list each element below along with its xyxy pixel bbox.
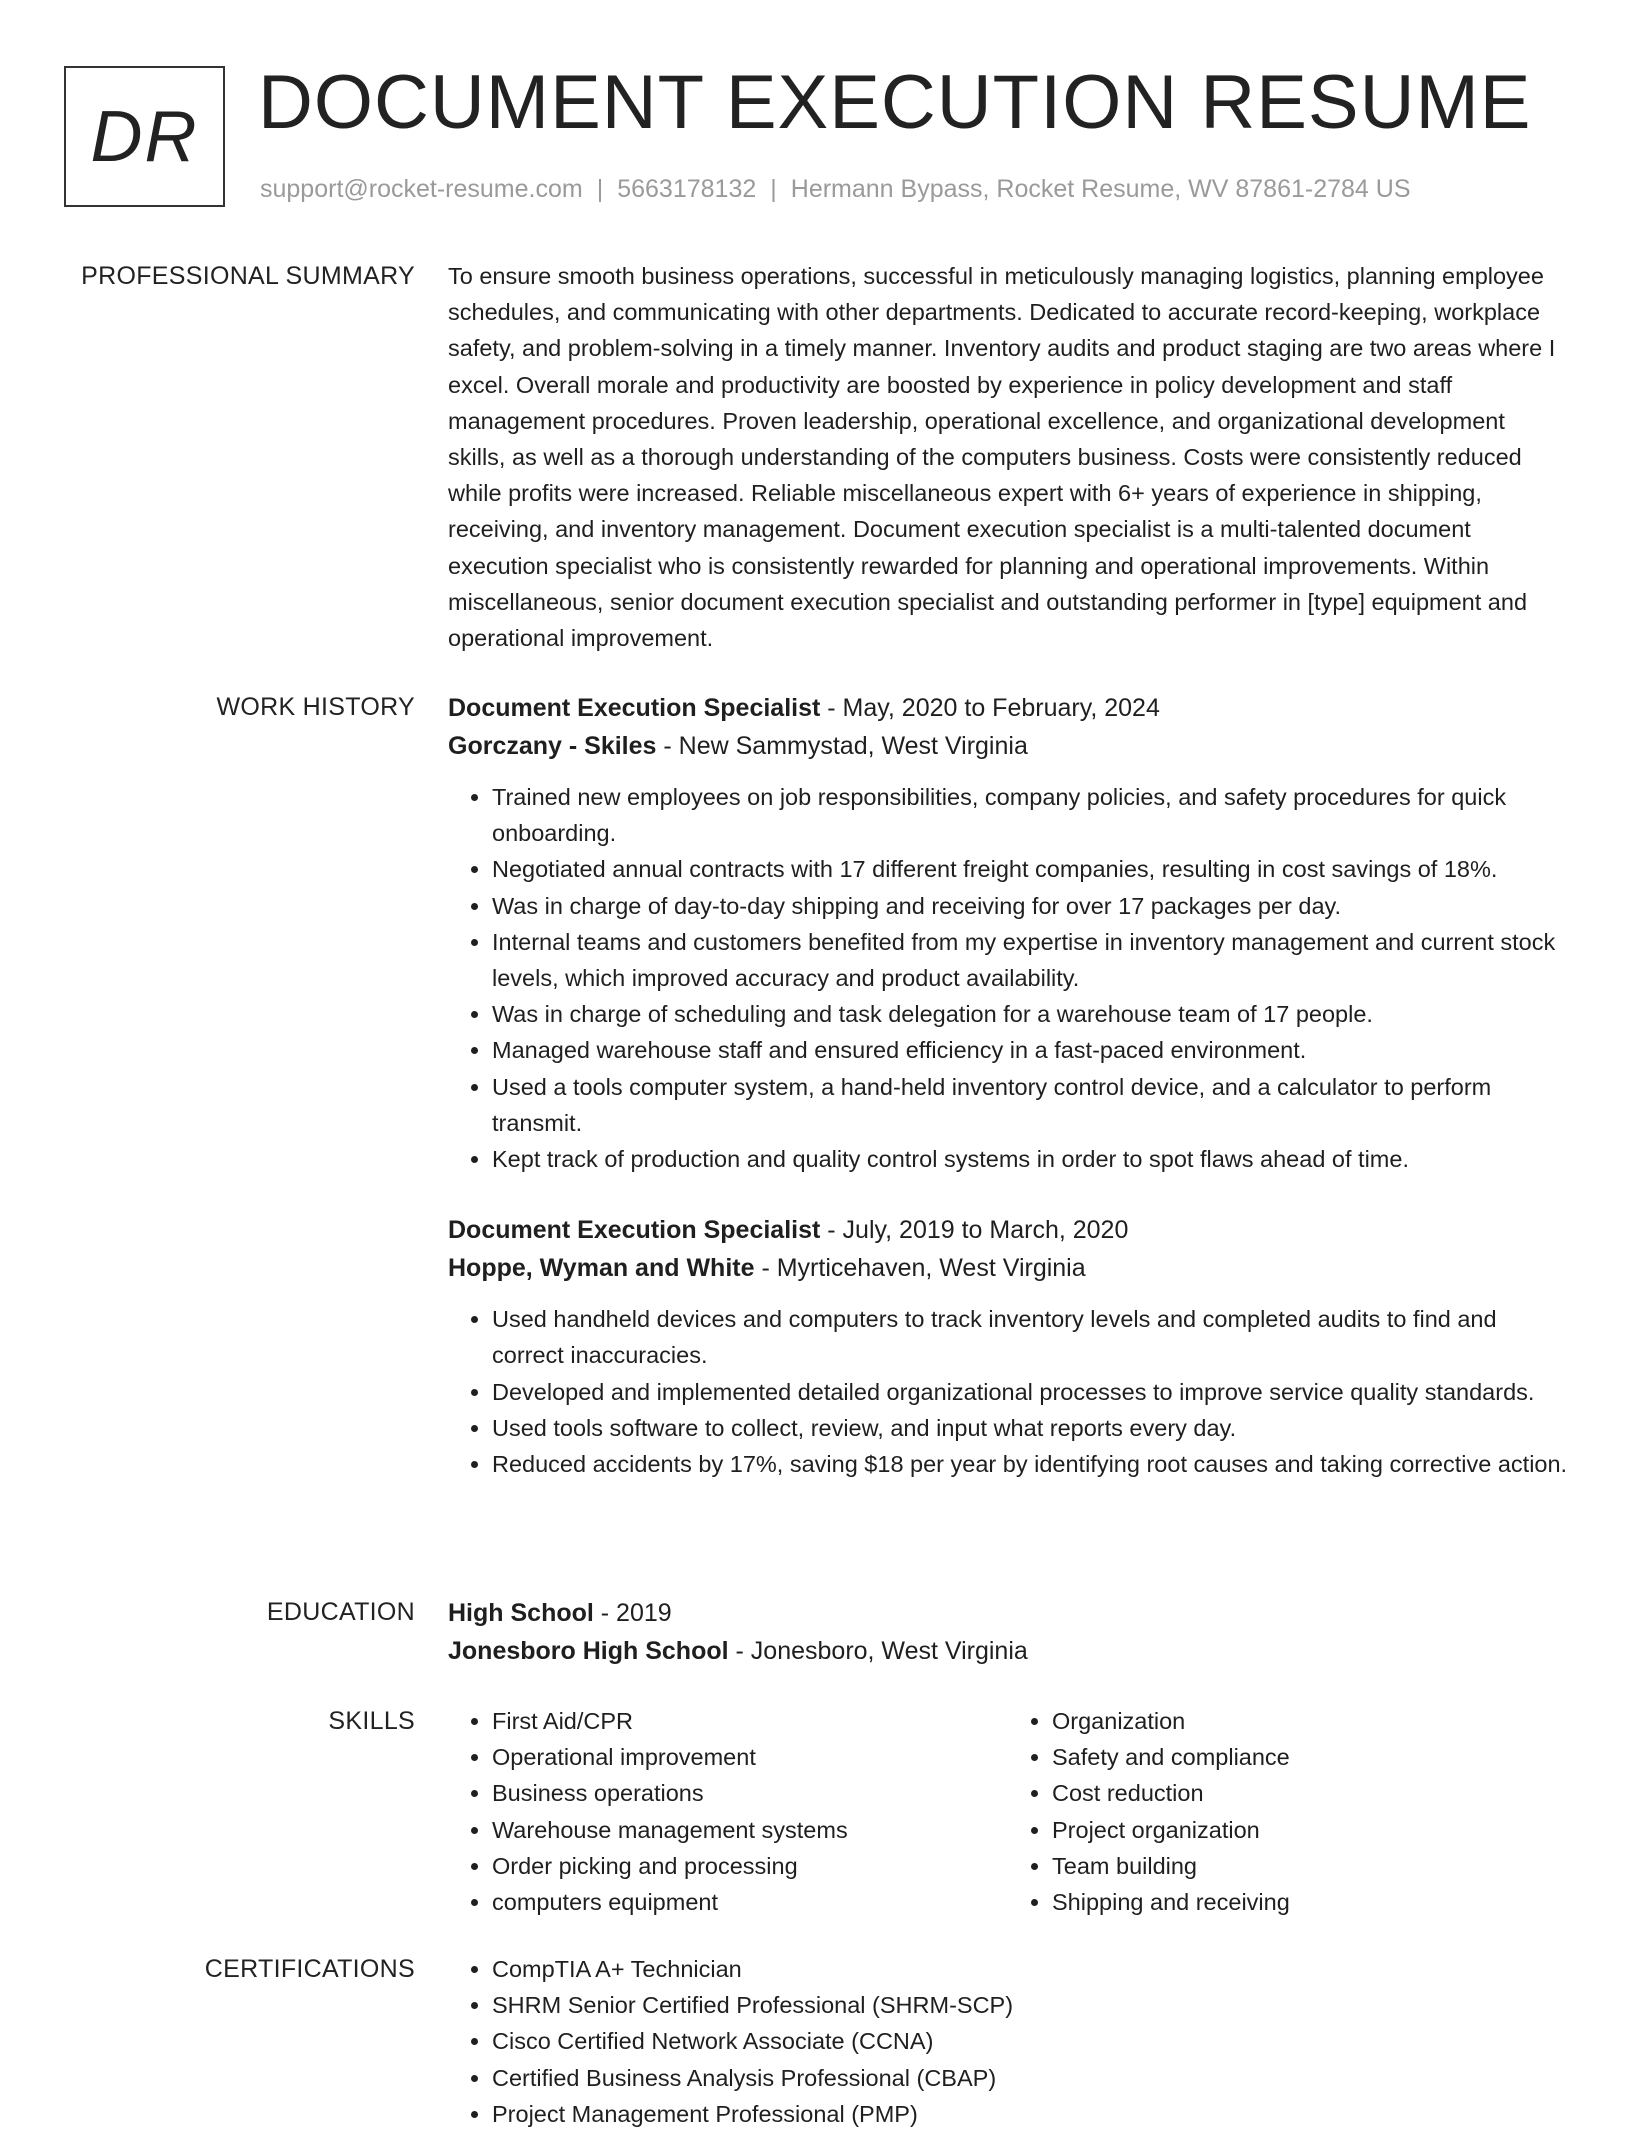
job-company: Gorczany - Skiles [448,732,657,760]
section-body [448,258,1568,656]
skill-item: • computers equipment [492,1884,1008,1920]
job-bullets [448,779,1568,1177]
contact-address: Hermann Bypass, Rocket Resume, WV 87861-2784 US [790,175,1411,203]
skills-column-right [1008,1703,1568,1920]
job-bullet: • Negotiated annual contracts with 17 different freight companies, resulting in cost savings of 18%. [492,851,1568,887]
monogram-initials: DR [90,96,199,177]
section-heading: EDUCATION [266,1598,415,1626]
job-title: Document Execution Specialist [448,694,821,722]
certification-item: • CompTIA A+ Technician [492,1951,1568,1987]
job-bullet: • Used a tools computer system, a hand-held inventory control device, and a calculator to perform transmit. [492,1069,1568,1141]
certifications-list [448,1951,1568,2132]
contact-email[interactable]: support@rocket-resume.com [260,175,583,203]
skill-item: • First Aid/CPR [492,1703,1008,1739]
job-dates: - May, 2020 to February, 2024 [820,694,1160,722]
job-company: Hoppe, Wyman and White [448,1254,755,1283]
job-bullet: • Developed and implemented detailed organizational processes to improve service quality standards. [492,1374,1568,1410]
job-bullet: • Trained new employees on job responsibilities, company policies, and safety procedures for quick onboarding. [492,779,1568,851]
education-year: - 2019 [593,1599,672,1627]
education-location: - Jonesboro, West Virginia [728,1637,1028,1665]
job-company-line [448,1249,1568,1287]
skill-item: • Cost reduction [1052,1775,1568,1811]
certification-item: • Project Management Professional (PMP) [492,2096,1568,2132]
monogram-badge [64,66,225,207]
job-bullet: • Used handheld devices and computers to track inventory levels and completed audits to find and correct inaccuracies. [492,1301,1568,1373]
job-bullet: • Used tools software to collect, review, and input what reports every day. [492,1410,1568,1446]
section-heading: WORK HISTORY [216,693,415,721]
job-bullet: • Was in charge of scheduling and task delegation for a warehouse team of 17 people. [492,996,1568,1032]
skills-grid [448,1703,1568,1920]
job-dates: - July, 2019 to March, 2020 [820,1216,1129,1245]
section-heading: CERTIFICATIONS [204,1955,415,1983]
contact-line [260,175,1411,204]
summary-text: To ensure smooth business operations, successful in meticulously managing logistics, planning employee schedules, and communicating with other departments. Dedicated to accurate record-keeping, workplace safety, and problem-solving in a timely manner. Inventory audits and product staging are two areas where I excel. Overall morale and productivity are boosted by experience in policy development and staff management procedures. Proven leadership, operational excellence, and organizational development skills, as well as a thorough understanding of the computers business. Costs were consistently reduced while profits were increased. Reliable miscellaneous expert with 6+ years of experience in shipping, receiving, and inventory management. Document execution specialist is a multi-talented document execution specialist who is consistently rewarded for planning and operational improvements. Within miscellaneous, senior document execution specialist and outstanding performer in [type] equipment and operational improvement. [448,263,1556,652]
skill-item: • Team building [1052,1848,1568,1884]
skill-item: • Warehouse management systems [492,1812,1008,1848]
skill-item: • Safety and compliance [1052,1739,1568,1775]
skill-item: • Operational improvement [492,1739,1008,1775]
job-bullet: • Internal teams and customers benefited from my expertise in inventory management and current stock levels, which improved accuracy and product availability. [492,924,1568,996]
job-title: Document Execution Specialist [448,1216,821,1245]
job-company-line [448,727,1568,765]
skill-item: • Organization [1052,1703,1568,1739]
certification-item: • Cisco Certified Network Associate (CCNA) [492,2023,1568,2059]
job-bullets [448,1301,1568,1482]
section-body [448,1594,1568,1670]
job-title-line [448,1211,1568,1249]
section-heading: PROFESSIONAL SUMMARY [81,262,415,290]
skill-item: • Shipping and receiving [1052,1884,1568,1920]
job-bullet: • Kept track of production and quality control systems in order to spot flaws ahead of time. [492,1141,1568,1177]
job-bullet: • Reduced accidents by 17%, saving $18 per year by identifying root causes and taking corrective action. [492,1446,1568,1482]
certification-item: • SHRM Senior Certified Professional (SHRM-SCP) [492,1987,1568,2023]
section-body [448,1703,1568,1920]
skill-item: • Business operations [492,1775,1008,1811]
resume-title: DOCUMENT EXECUTION RESUME [258,60,1532,145]
education-degree-line [448,1594,1568,1632]
certification-item: • Certified Business Analysis Professional (CBAP) [492,2060,1568,2096]
skill-item: • Order picking and processing [492,1848,1008,1884]
education-school: Jonesboro High School [448,1637,729,1665]
job-location: - Myrticehaven, West Virginia [754,1254,1086,1283]
job-entry [448,1211,1568,1482]
job-bullet: • Was in charge of day-to-day shipping and receiving for over 17 packages per day. [492,888,1568,924]
job-location: - New Sammystad, West Virginia [656,732,1028,760]
job-entry [448,689,1568,1177]
section-body [448,689,1568,1516]
education-school-line [448,1632,1568,1670]
skill-item: • Project organization [1052,1812,1568,1848]
contact-separator: | [770,175,777,203]
contact-phone[interactable]: 5663178132 [617,175,757,203]
job-title-line [448,689,1568,727]
contact-separator: | [596,175,604,203]
job-bullet: • Managed warehouse staff and ensured efficiency in a fast-paced environment. [492,1032,1568,1068]
skills-column-left [448,1703,1008,1920]
section-body [448,1951,1568,2132]
education-degree: High School [448,1599,594,1627]
section-heading: SKILLS [328,1707,415,1735]
